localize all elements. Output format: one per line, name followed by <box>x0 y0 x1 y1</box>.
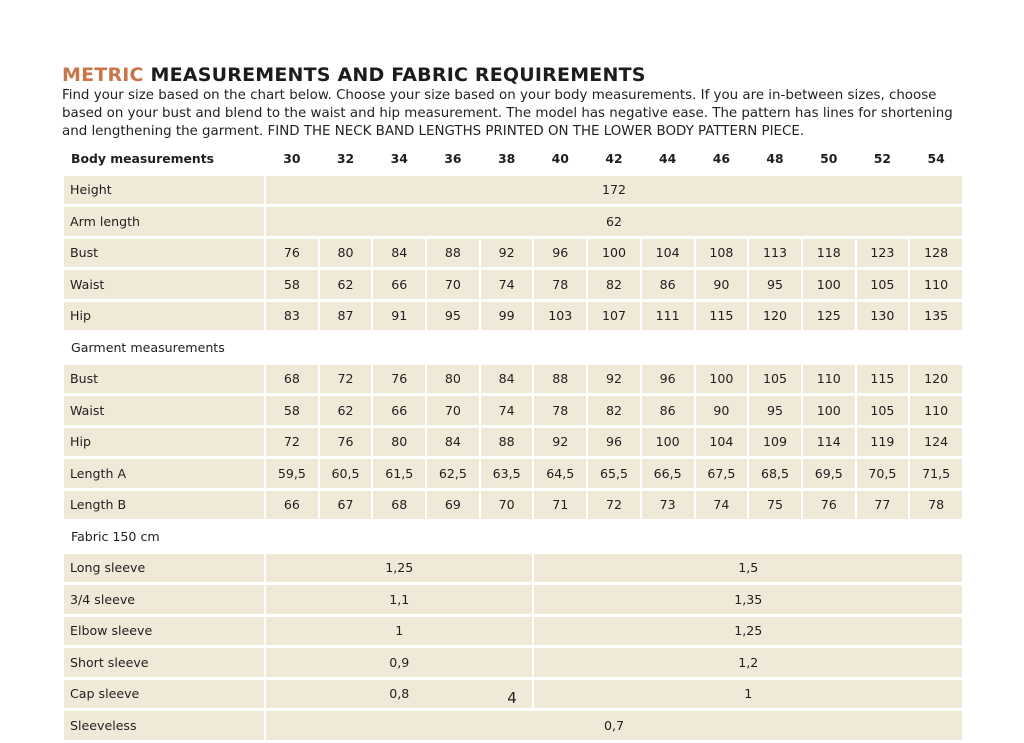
value-cell: 120 <box>910 365 962 397</box>
value-cell: 125 <box>803 302 855 334</box>
value-cell: 67 <box>320 491 372 523</box>
size-header-cell: 32 <box>320 144 372 176</box>
value-cell: 63,5 <box>481 459 533 491</box>
row-label: 3/4 sleeve <box>64 585 264 617</box>
value-cell: 88 <box>481 428 533 460</box>
size-header-cell: 30 <box>266 144 318 176</box>
value-cell: 110 <box>910 396 962 428</box>
row-label: Short sleeve <box>64 648 264 680</box>
title-main: MEASUREMENTS AND FABRIC REQUIREMENTS <box>150 64 646 86</box>
value-cell: 96 <box>534 239 586 271</box>
title-accent: METRIC <box>62 64 144 86</box>
value-cell: 107 <box>588 302 640 334</box>
value-cell: 110 <box>803 365 855 397</box>
table-row <box>64 617 962 649</box>
value-cell: 60,5 <box>320 459 372 491</box>
value-cell: 78 <box>534 396 586 428</box>
row-label: Bust <box>64 365 264 397</box>
row-label: Length A <box>64 459 264 491</box>
value-cell: 110 <box>910 270 962 302</box>
value-cell: 61,5 <box>373 459 425 491</box>
value-cell: 95 <box>427 302 479 334</box>
merged-value-cell: 62 <box>266 207 962 239</box>
size-header-cell: 48 <box>749 144 801 176</box>
value-cell: 78 <box>910 491 962 523</box>
size-header-row <box>64 144 962 176</box>
table-row <box>64 207 962 239</box>
value-cell: 99 <box>481 302 533 334</box>
value-cell: 66 <box>266 491 318 523</box>
fabric-requirements-heading: Fabric 150 cm <box>64 522 962 554</box>
small-sizes-value-cell: 1,25 <box>266 554 532 586</box>
row-label: Length B <box>64 491 264 523</box>
value-cell: 66 <box>373 396 425 428</box>
table-row <box>64 711 962 743</box>
value-cell: 75 <box>749 491 801 523</box>
value-cell: 73 <box>642 491 694 523</box>
value-cell: 111 <box>642 302 694 334</box>
value-cell: 76 <box>803 491 855 523</box>
value-cell: 59,5 <box>266 459 318 491</box>
fabric-requirements-heading-row <box>64 522 962 554</box>
intro-paragraph: Find your size based on the chart below. Choose your size based on your body measurements. If you are in-between sizes, choose based on your bust and blend to the waist and hip measurement. The model has negative ease. The pattern has lines for shortening and lengthening the garment. FIND THE NECK BAND LENGTHS PRINTED ON THE LOWER BODY PATTERN PIECE. <box>62 88 953 139</box>
row-label: Waist <box>64 396 264 428</box>
value-cell: 114 <box>803 428 855 460</box>
value-cell: 80 <box>427 365 479 397</box>
value-cell: 109 <box>749 428 801 460</box>
value-cell: 96 <box>642 365 694 397</box>
row-label: Height <box>64 176 264 208</box>
value-cell: 76 <box>266 239 318 271</box>
value-cell: 105 <box>857 396 909 428</box>
value-cell: 69,5 <box>803 459 855 491</box>
table-row <box>64 491 962 523</box>
value-cell: 82 <box>588 396 640 428</box>
value-cell: 100 <box>642 428 694 460</box>
value-cell: 88 <box>427 239 479 271</box>
value-cell: 104 <box>642 239 694 271</box>
value-cell: 70 <box>427 270 479 302</box>
table-row <box>64 239 962 271</box>
size-header-cell: 34 <box>373 144 425 176</box>
value-cell: 108 <box>696 239 748 271</box>
row-label: Arm length <box>64 207 264 239</box>
row-label: Long sleeve <box>64 554 264 586</box>
large-sizes-value-cell: 1,2 <box>534 648 962 680</box>
value-cell: 105 <box>749 365 801 397</box>
value-cell: 74 <box>481 270 533 302</box>
value-cell: 76 <box>320 428 372 460</box>
table-row <box>64 648 962 680</box>
merged-value-cell: 172 <box>266 176 962 208</box>
value-cell: 66,5 <box>642 459 694 491</box>
value-cell: 74 <box>481 396 533 428</box>
value-cell: 62 <box>320 396 372 428</box>
table-row <box>64 302 962 334</box>
value-cell: 64,5 <box>534 459 586 491</box>
table-row <box>64 396 962 428</box>
row-label: Bust <box>64 239 264 271</box>
value-cell: 86 <box>642 396 694 428</box>
size-header-cell: 50 <box>803 144 855 176</box>
value-cell: 62 <box>320 270 372 302</box>
row-label: Elbow sleeve <box>64 617 264 649</box>
garment-measurements-heading-row <box>64 333 962 365</box>
size-header-cell: 54 <box>910 144 962 176</box>
value-cell: 70,5 <box>857 459 909 491</box>
value-cell: 80 <box>373 428 425 460</box>
value-cell: 70 <box>481 491 533 523</box>
value-cell: 91 <box>373 302 425 334</box>
row-label: Hip <box>64 302 264 334</box>
value-cell: 58 <box>266 270 318 302</box>
value-cell: 130 <box>857 302 909 334</box>
value-cell: 71 <box>534 491 586 523</box>
value-cell: 120 <box>749 302 801 334</box>
value-cell: 86 <box>642 270 694 302</box>
value-cell: 67,5 <box>696 459 748 491</box>
value-cell: 100 <box>588 239 640 271</box>
large-sizes-value-cell: 1,25 <box>534 617 962 649</box>
value-cell: 83 <box>266 302 318 334</box>
garment-measurements-heading: Garment measurements <box>64 333 962 365</box>
table-row <box>64 554 962 586</box>
value-cell: 84 <box>481 365 533 397</box>
value-cell: 74 <box>696 491 748 523</box>
value-cell: 103 <box>534 302 586 334</box>
value-cell: 115 <box>696 302 748 334</box>
size-header-cell: 44 <box>642 144 694 176</box>
large-sizes-value-cell: 1,5 <box>534 554 962 586</box>
small-sizes-value-cell: 1 <box>266 617 532 649</box>
value-cell: 115 <box>857 365 909 397</box>
table-row <box>64 176 962 208</box>
value-cell: 69 <box>427 491 479 523</box>
value-cell: 80 <box>320 239 372 271</box>
body-measurements-heading: Body measurements <box>64 144 264 176</box>
row-label: Hip <box>64 428 264 460</box>
value-cell: 62,5 <box>427 459 479 491</box>
value-cell: 92 <box>534 428 586 460</box>
value-cell: 128 <box>910 239 962 271</box>
size-chart-table <box>62 144 964 743</box>
value-cell: 82 <box>588 270 640 302</box>
table-row <box>64 459 962 491</box>
value-cell: 84 <box>427 428 479 460</box>
value-cell: 96 <box>588 428 640 460</box>
value-cell: 92 <box>481 239 533 271</box>
value-cell: 78 <box>534 270 586 302</box>
value-cell: 72 <box>588 491 640 523</box>
value-cell: 90 <box>696 270 748 302</box>
large-sizes-value-cell: 1,35 <box>534 585 962 617</box>
table-row <box>64 585 962 617</box>
row-label: Waist <box>64 270 264 302</box>
value-cell: 124 <box>910 428 962 460</box>
table-row <box>64 365 962 397</box>
value-cell: 77 <box>857 491 909 523</box>
value-cell: 65,5 <box>588 459 640 491</box>
size-header-cell: 38 <box>481 144 533 176</box>
merged-value-cell: 0,7 <box>266 711 962 743</box>
large-sizes-value-cell: 1 <box>534 680 962 712</box>
value-cell: 100 <box>803 396 855 428</box>
value-cell: 135 <box>910 302 962 334</box>
value-cell: 72 <box>266 428 318 460</box>
value-cell: 70 <box>427 396 479 428</box>
value-cell: 123 <box>857 239 909 271</box>
value-cell: 95 <box>749 270 801 302</box>
row-label: Cap sleeve <box>64 680 264 712</box>
table-row <box>64 428 962 460</box>
value-cell: 84 <box>373 239 425 271</box>
value-cell: 87 <box>320 302 372 334</box>
value-cell: 58 <box>266 396 318 428</box>
row-label: Sleeveless <box>64 711 264 743</box>
value-cell: 113 <box>749 239 801 271</box>
value-cell: 76 <box>373 365 425 397</box>
page-number: 4 <box>507 689 517 707</box>
page-title <box>62 64 646 86</box>
value-cell: 100 <box>696 365 748 397</box>
value-cell: 92 <box>588 365 640 397</box>
value-cell: 72 <box>320 365 372 397</box>
value-cell: 100 <box>803 270 855 302</box>
value-cell: 68 <box>266 365 318 397</box>
value-cell: 95 <box>749 396 801 428</box>
value-cell: 104 <box>696 428 748 460</box>
value-cell: 66 <box>373 270 425 302</box>
table-row <box>64 270 962 302</box>
value-cell: 68,5 <box>749 459 801 491</box>
size-header-cell: 42 <box>588 144 640 176</box>
value-cell: 119 <box>857 428 909 460</box>
small-sizes-value-cell: 0,8 <box>266 680 532 712</box>
value-cell: 88 <box>534 365 586 397</box>
value-cell: 90 <box>696 396 748 428</box>
value-cell: 68 <box>373 491 425 523</box>
value-cell: 118 <box>803 239 855 271</box>
size-header-cell: 46 <box>696 144 748 176</box>
size-header-cell: 52 <box>857 144 909 176</box>
value-cell: 105 <box>857 270 909 302</box>
size-header-cell: 36 <box>427 144 479 176</box>
small-sizes-value-cell: 0,9 <box>266 648 532 680</box>
small-sizes-value-cell: 1,1 <box>266 585 532 617</box>
size-header-cell: 40 <box>534 144 586 176</box>
value-cell: 71,5 <box>910 459 962 491</box>
